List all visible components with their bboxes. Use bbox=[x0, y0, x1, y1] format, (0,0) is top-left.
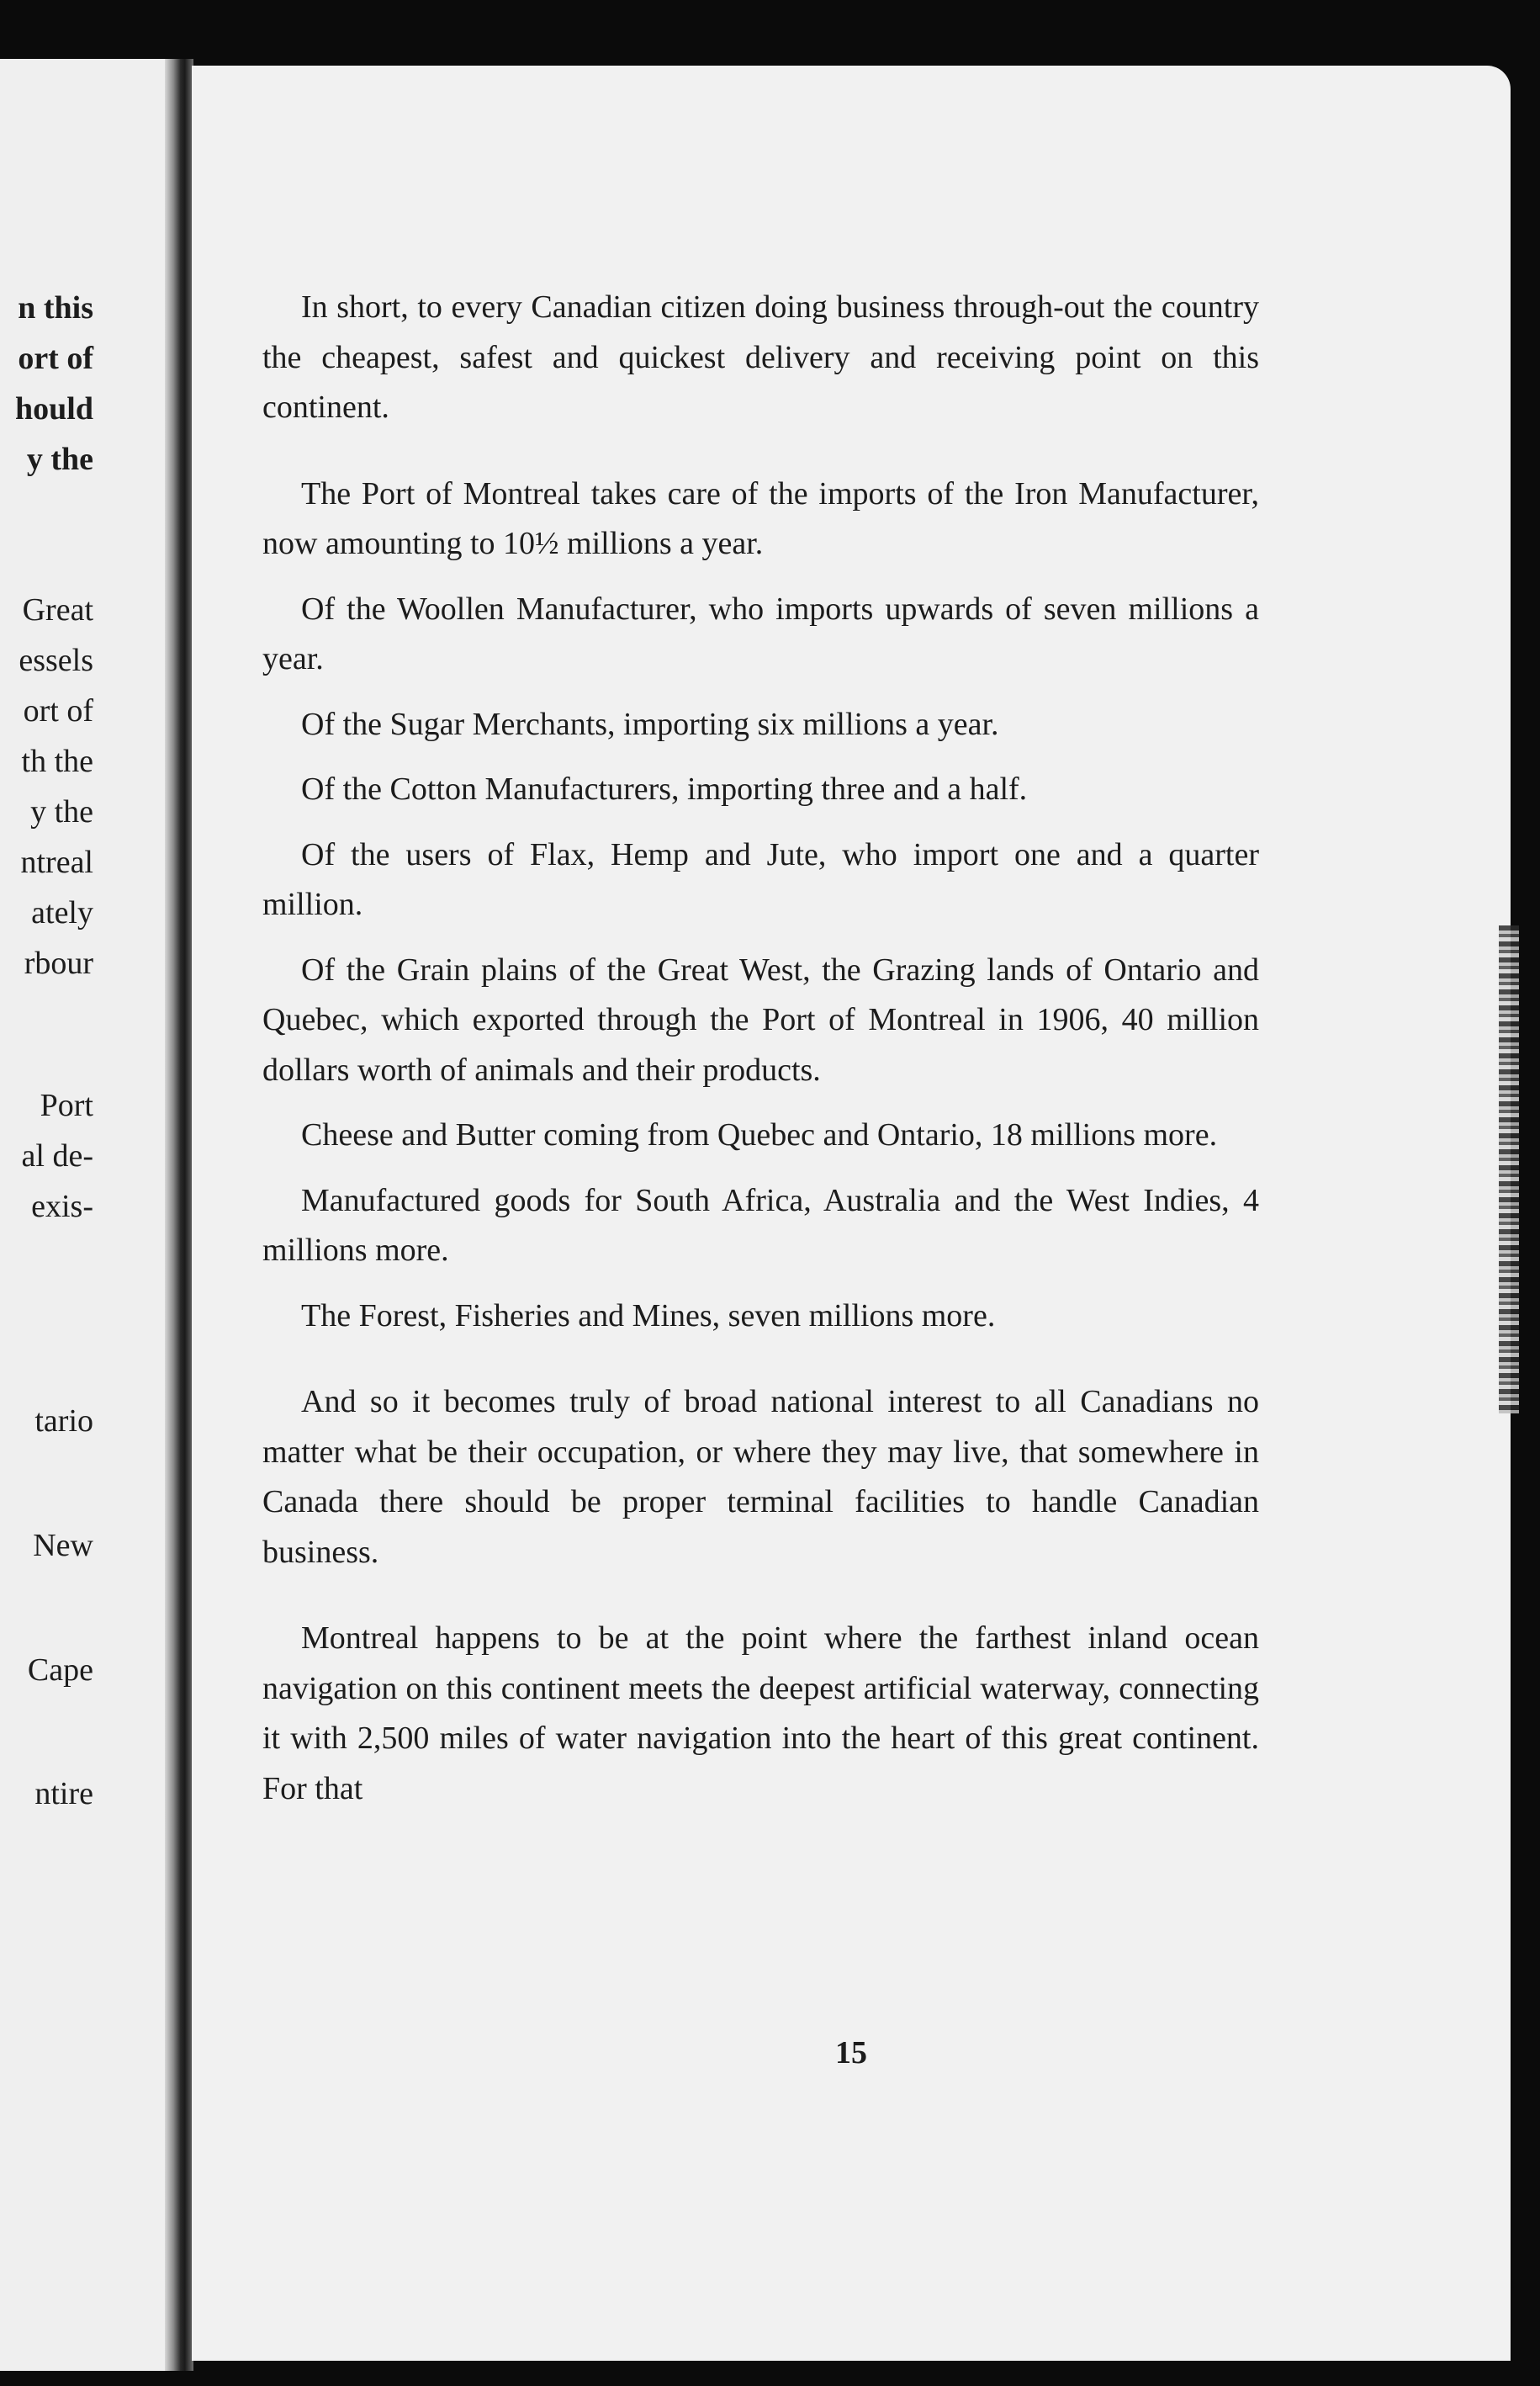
left-fragment: y the bbox=[30, 794, 93, 830]
paragraph: The Port of Montreal takes care of the imports of the Iron Manufacturer, now amounting to 10½ millions a year. bbox=[262, 475, 1259, 561]
book-page bbox=[192, 66, 1511, 2361]
left-fragment: ntreal bbox=[20, 845, 93, 880]
left-fragment: Port bbox=[40, 1088, 93, 1123]
paragraph: And so it becomes truly of broad national interest to all Canadians no matter what be their occupation, or where they may live, that somewhere in Canada there should be proper terminal facilities to handle Canadian business. bbox=[262, 1384, 1259, 1570]
previous-page-edge bbox=[0, 59, 172, 2371]
left-fragment: tario bbox=[34, 1403, 93, 1439]
left-fragment: rbour bbox=[24, 946, 93, 981]
paragraph: Of the Grain plains of the Great West, the Grazing lands of Ontario and Quebec, which exported through the Port of Montreal in 1906, 40 million dollars worth of animals and their products. bbox=[262, 952, 1259, 1088]
page-body-text bbox=[262, 283, 1259, 1814]
paragraph: Of the Sugar Merchants, importing six millions a year. bbox=[301, 706, 999, 742]
left-fragment: ntire bbox=[34, 1776, 93, 1811]
paragraph: Montreal happens to be at the point where the farthest inland ocean navigation on this continent meets the deepest artificial waterway, connecting it with 2,500 miles of water navigation into the heart of this great continent. For that bbox=[262, 1620, 1259, 1806]
left-fragment: New bbox=[33, 1528, 93, 1563]
paragraph: Of the Cotton Manufacturers, importing three and a half. bbox=[301, 771, 1028, 807]
paragraph: Of the users of Flax, Hemp and Jute, who import one and a quarter million. bbox=[262, 836, 1259, 922]
paragraph: The Forest, Fisheries and Mines, seven millions more. bbox=[301, 1297, 996, 1334]
left-fragment: ort of bbox=[18, 341, 93, 376]
left-fragment: n this bbox=[18, 290, 93, 326]
paragraph: Of the Woollen Manufacturer, who imports upwards of seven millions a year. bbox=[262, 591, 1259, 676]
paragraph: Cheese and Butter coming from Quebec and Ontario, 18 millions more. bbox=[301, 1117, 1218, 1153]
left-fragment: hould bbox=[15, 391, 93, 427]
left-fragment: exis- bbox=[31, 1189, 93, 1224]
paragraph: Manufactured goods for South Africa, Australia and the West Indies, 4 millions more. bbox=[262, 1182, 1259, 1268]
left-fragment: Cape bbox=[27, 1652, 93, 1688]
left-fragment: th the bbox=[21, 744, 93, 779]
left-fragment: essels bbox=[19, 643, 93, 678]
left-fragment: y the bbox=[26, 442, 93, 477]
left-fragment: ately bbox=[31, 895, 93, 931]
page-number: 15 bbox=[835, 2035, 867, 2071]
paragraph: In short, to every Canadian citizen doing business through-out the country the cheapest, safest and quickest delivery and receiving point on this continent. bbox=[262, 289, 1259, 425]
book-gutter bbox=[165, 59, 193, 2371]
left-fragment: al de- bbox=[21, 1138, 93, 1174]
next-page-edge bbox=[1499, 925, 1519, 1413]
left-fragment: Great bbox=[22, 592, 93, 628]
left-fragment: ort of bbox=[23, 693, 93, 729]
